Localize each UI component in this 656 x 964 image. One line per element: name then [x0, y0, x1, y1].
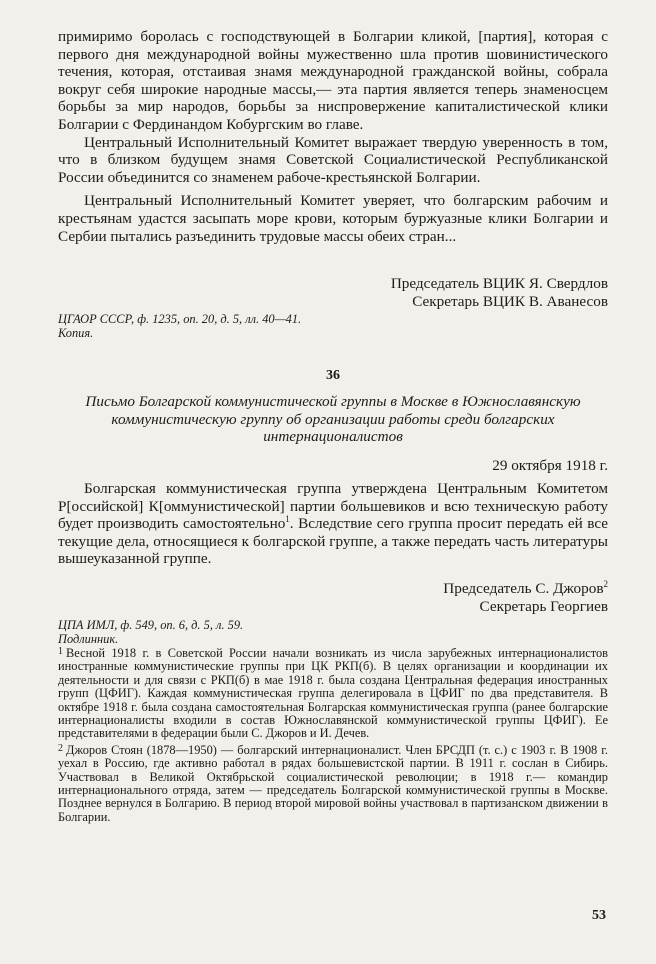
signature-block-2 — [58, 580, 608, 615]
footnote-ref-1: 1 — [285, 514, 290, 525]
footnote-2-mark: 2 — [58, 742, 63, 754]
archive-source-2: ЦПА ИМЛ, ф. 549, оп. 6, д. 5, л. 59. — [58, 618, 244, 632]
page-number: 53 — [592, 908, 606, 923]
signature-chairman: Председатель ВЦИК Я. Свердлов — [390, 275, 608, 292]
document-title: Письмо Болгарской коммунистической группы в Москве в Южнославянскую коммунистическую группу об организации работы среди болгарских интернационалистов — [85, 393, 581, 446]
paragraph-3: Центральный Исполнительный Комитет уверяет, что болгарским рабочим и крестьянам удастся засыпать море крови, которым буржуазные клики Болгарии и Сербии пытались разъединить трудовые массы обеих стран... — [58, 192, 608, 245]
signature-chairman-2-text: Председатель С. Джоров — [443, 580, 604, 597]
document-number-block — [58, 368, 608, 384]
document-number: 36 — [326, 368, 340, 383]
letter-continuation — [58, 28, 608, 245]
archive-reference-1 — [58, 312, 608, 340]
archive-source: ЦГАОР СССР, ф. 1235, оп. 20, д. 5, лл. 40—41. — [58, 312, 302, 326]
footnote-1-mark: 1 — [58, 646, 63, 657]
paragraph-4-text-b: . Вследствие сего группа просит передать ей все текущие дела, относящиеся к болгарской группе, а также передать часть литературы вышеуказанной группе. — [58, 515, 609, 568]
archive-reference-2 — [58, 618, 608, 646]
letter-body — [58, 480, 608, 568]
signature-secretary: Секретарь ВЦИК В. Аванесов — [412, 292, 608, 310]
footnote-2 — [58, 742, 608, 824]
footnote-2-text: Джоров Стоян (1878—1950) — болгарский интернационалист. Член БРСДП (т. с.) с 1903 г. В 1908 г. уехал в Россию, где активно работал в рядах большевистской партии. В 1911 г. сослан в Сибирь. Участвовал в Великой Октябрьской социалистической революции; в 1918 г.— командир интернационального отряда, затем — председатель Болгарской коммунистической группы в Москве. Позднее вернулся в Болгарию. В период второй мировой войны участвовал в партизанском движении в Болгарии. — [58, 742, 608, 824]
paragraph-1: примиримо боролась с господствующей в Болгарии кликой, [партия], которая с первого дня международной войны мужественно шла против шовинистического течения, которая, отстаивая знамя международной гражданской войны, собрала вокруг себя широкие народные массы,— эта партия является теперь знаменосцем борьбы за мир народов, борьбы за ниспровержение капиталистической клики Болгарии с Фердинандом Кобургским во главе. — [58, 28, 608, 133]
paragraph-4 — [58, 480, 608, 568]
document-date-block — [58, 457, 608, 475]
footnote-ref-2: 2 — [603, 578, 608, 589]
archive-note: Копия. — [58, 326, 94, 340]
signature-secretary-2: Секретарь Георгиев — [479, 597, 608, 615]
signature-chairman-2 — [58, 580, 608, 598]
paragraph-2: Центральный Исполнительный Комитет выражает твердую уверенность в том, что в близком будущем знамя Советской Социалистической Республиканской России объединится со знаменем рабоче-крестьянской Болгарии. — [58, 133, 608, 186]
footnotes — [58, 645, 608, 824]
footnote-1-text: Весной 1918 г. в Советской России начали возникать из числа зарубежных интернационалистов иностранные коммунистические группы при ЦК РКП(б). В целях организации и координации их деятельности и для связи с РКП(б) в мае 1918 г. была создана Центральная федерация иностранных групп (ЦФИГ). Каждая коммунистическая группа делегировала в ЦФИГ по два представителя. В октябре 1918 г. была создана самостоятельная Болгарская коммунистическая группа (ранее болгарские интернационалисты входили в состав Южнославянской коммунистической группы ЦФИГ). Ее представителями в федерации были С. Джоров и И. Дечев. — [58, 646, 608, 741]
document-date: 29 октября 1918 г. — [492, 457, 608, 474]
document-title-block — [58, 393, 608, 446]
archive-note-2: Подлинник. — [58, 632, 119, 646]
footnote-1 — [58, 645, 608, 741]
paragraph-4-text-a: Болгарская коммунистическая группа утверждена Центральным Комитетом Р[оссийской] К[оммунистической] партии большевиков и всю техническую работу будет производить самостоятельно — [58, 480, 608, 533]
signature-block-1 — [58, 275, 608, 310]
